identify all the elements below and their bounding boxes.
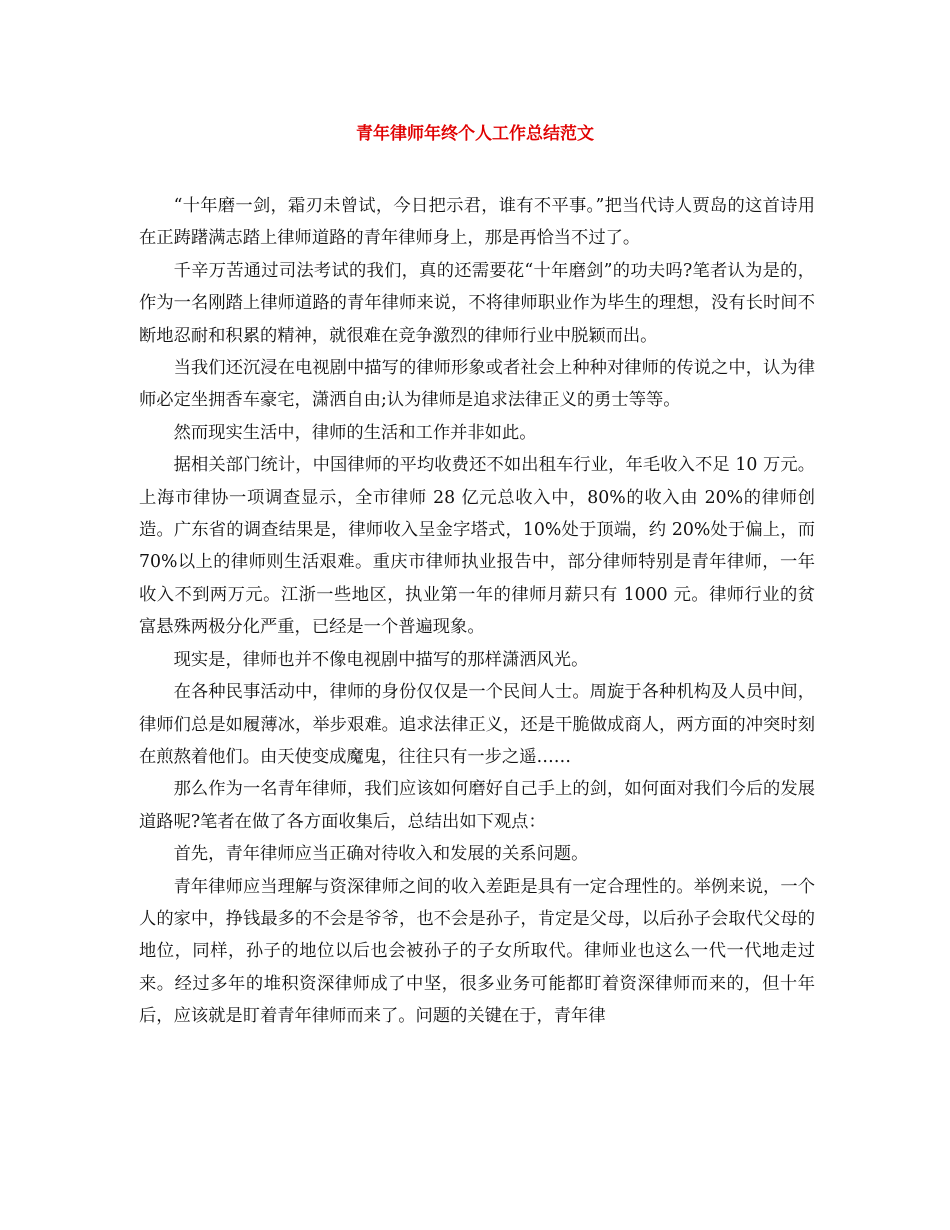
- document-title: 青年律师年终个人工作总结范文: [356, 124, 594, 144]
- paragraph: 据相关部门统计，中国律师的平均收费还不如出租车行业，年毛收入不足 10 万元。上海市律协一项调查显示，全市律师 28 亿元总收入中，80%的收入由 20%的律师创造。广东省的调查结果是，律师收入呈金字塔式，10%处于顶端，约 20%处于偏上，而 70%以上的律师则生活艰难。重庆市律师执业报告中，部分律师特别是青年律师，一年收入不到两万元。江浙一些地区，执业第一年的律师月薪只有 1000 元。律师行业的贫富悬殊两极分化严重，已经是一个普遍现象。: [139, 455, 815, 638]
- paragraph: 当我们还沉浸在电视剧中描写的律师形象或者社会上种种对律师的传说之中，认为律师必定坐拥香车豪宅，潇洒自由;认为律师是追求法律正义的勇士等等。: [139, 358, 815, 411]
- paragraph: “十年磨一剑，霜刃未曾试，今日把示君，谁有不平事。”把当代诗人贾岛的这首诗用在正踌躇满志踏上律师道路的青年律师身上，那是再恰当不过了。: [139, 196, 815, 249]
- document-body: [139, 190, 815, 1033]
- paragraph: 千辛万苦通过司法考试的我们，真的还需要花“十年磨剑”的功夫吗?笔者认为是的，作为一名刚踏上律师道路的青年律师来说，不将律师职业作为毕生的理想，没有长时间不断地忍耐和积累的精神，就很难在竞争激烈的律师行业中脱颖而出。: [139, 260, 815, 346]
- paragraph: 那么作为一名青年律师，我们应该如何磨好自己手上的剑，如何面对我们今后的发展道路呢?笔者在做了各方面收集后，总结出如下观点：: [139, 779, 815, 832]
- paragraph: 在各种民事活动中，律师的身份仅仅是一个民间人士。周旋于各种机构及人员中间，律师们总是如履薄冰，举步艰难。追求法律正义，还是干脆做成商人，两方面的冲突时刻在煎熬着他们。由天使变成魔鬼，往往只有一步之遥……: [139, 682, 815, 767]
- paragraph: 首先，青年律师应当正确对待收入和发展的关系问题。: [173, 844, 589, 865]
- paragraph: 现实是，律师也并不像电视剧中描写的那样潇洒风光。: [173, 649, 589, 670]
- paragraph: 然而现实生活中，律师的生活和工作并非如此。: [173, 422, 537, 443]
- paragraph: 青年律师应当理解与资深律师之间的收入差距是具有一定合理性的。举例来说，一个人的家中，挣钱最多的不会是爷爷，也不会是孙子，肯定是父母，以后孙子会取代父母的地位，同样，孙子的地位以后也会被孙子的子女所取代。律师业也这么一代一代地走过来。经过多年的堆积资深律师成了中坚，很多业务可能都盯着资深律师而来的，但十年后，应该就是盯着青年律师而来了。问题的关键在于，青年律: [139, 876, 815, 1027]
